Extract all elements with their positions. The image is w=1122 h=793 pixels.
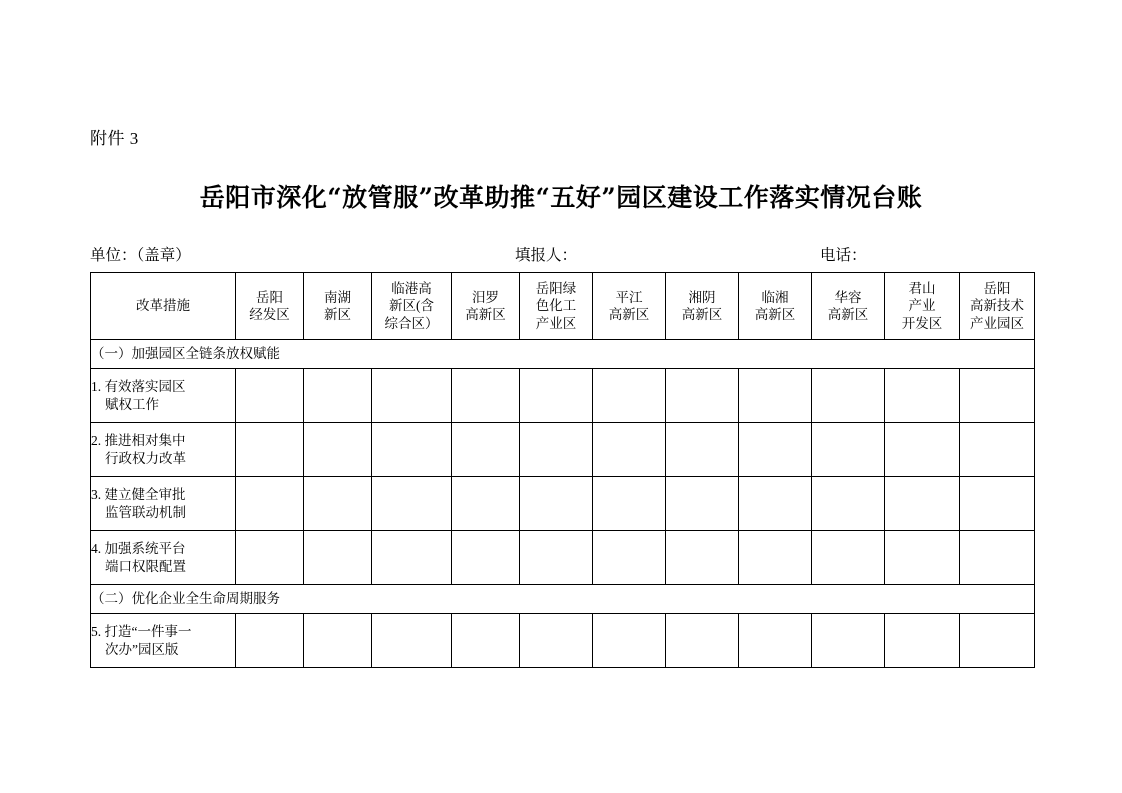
measure-line: 2. 推进相对集中 bbox=[91, 433, 186, 449]
cell-measure4-miluo-gaoxinqu[interactable] bbox=[452, 531, 520, 585]
cell-measure3-miluo-gaoxinqu[interactable] bbox=[452, 477, 520, 531]
cell-measure3-nanhu-xinqu[interactable] bbox=[304, 477, 372, 531]
col-header-line: 高新技术 bbox=[970, 298, 1024, 314]
col-header-line: 产业区 bbox=[535, 315, 577, 331]
cell-measure2-huarong-gaoxinqu[interactable] bbox=[812, 423, 885, 477]
col-header-line: 色化工 bbox=[535, 298, 577, 314]
measure-line: 行政权力改革 bbox=[105, 450, 186, 466]
ledger-table bbox=[90, 272, 1035, 668]
cell-measure1-junshan-chanye-kaifaqu[interactable] bbox=[885, 369, 960, 423]
cell-measure2-nanhu-xinqu[interactable] bbox=[304, 423, 372, 477]
measure-line: 次办”园区版 bbox=[105, 641, 179, 657]
col-header-line: 综合区） bbox=[384, 315, 439, 331]
cell-measure5-nanhu-xinqu[interactable] bbox=[304, 614, 372, 668]
col-header-line: 开发区 bbox=[901, 315, 943, 331]
col-header-miluo-gaoxinqu bbox=[452, 273, 520, 340]
cell-measure4-yueyang-jingkaiqu[interactable] bbox=[236, 531, 304, 585]
cell-measure1-huarong-gaoxinqu[interactable] bbox=[812, 369, 885, 423]
col-header-huarong-gaoxinqu bbox=[812, 273, 885, 340]
cell-measure5-yueyang-gaoxin-jishu[interactable] bbox=[960, 614, 1035, 668]
cell-measure4-yueyang-lvse-huagong[interactable] bbox=[520, 531, 593, 585]
col-header-pingjiang-gaoxinqu bbox=[593, 273, 666, 340]
cell-measure5-pingjiang-gaoxinqu[interactable] bbox=[593, 614, 666, 668]
col-header-line: 南湖 bbox=[324, 289, 351, 305]
cell-measure2-yueyang-lvse-huagong[interactable] bbox=[520, 423, 593, 477]
cell-measure2-pingjiang-gaoxinqu[interactable] bbox=[593, 423, 666, 477]
cell-measure5-lingang-gaoxinqu[interactable] bbox=[372, 614, 452, 668]
col-header-nanhu-xinqu bbox=[304, 273, 372, 340]
meta-reporter-label: 填报人： bbox=[515, 247, 578, 264]
col-header-line: 岳阳 bbox=[256, 289, 283, 305]
cell-measure5-miluo-gaoxinqu[interactable] bbox=[452, 614, 520, 668]
cell-measure3-linxiang-gaoxinqu[interactable] bbox=[739, 477, 812, 531]
cell-measure1-xiangyin-gaoxinqu[interactable] bbox=[666, 369, 739, 423]
col-header-linxiang-gaoxinqu bbox=[739, 273, 812, 340]
cell-measure2-yueyang-gaoxin-jishu[interactable] bbox=[960, 423, 1035, 477]
cell-measure4-nanhu-xinqu[interactable] bbox=[304, 531, 372, 585]
col-header-line: 岳阳绿 bbox=[535, 281, 577, 297]
measure-line: 监管联动机制 bbox=[105, 504, 186, 520]
col-header-yueyang-lvse-huagong bbox=[520, 273, 593, 340]
page-title: 岳阳市深化“放管服”改革助推“五好”园区建设工作落实情况台账 bbox=[199, 183, 923, 212]
col-header-lingang-gaoxinqu bbox=[372, 273, 452, 340]
col-header-junshan-chanye-kaifaqu bbox=[885, 273, 960, 340]
table-row bbox=[91, 531, 1035, 585]
cell-measure4-linxiang-gaoxinqu[interactable] bbox=[739, 531, 812, 585]
cell-measure4-xiangyin-gaoxinqu[interactable] bbox=[666, 531, 739, 585]
col-header-line: 改革措施 bbox=[136, 298, 190, 314]
col-header-line: 临港高 bbox=[391, 281, 432, 297]
col-header-line: 平江 bbox=[615, 289, 643, 305]
cell-measure4-pingjiang-gaoxinqu[interactable] bbox=[593, 531, 666, 585]
col-header-line: 产业园区 bbox=[970, 315, 1024, 331]
col-header-measure bbox=[91, 273, 236, 340]
meta-unit-label: 单位：（盖章） bbox=[90, 247, 191, 264]
cell-measure1-nanhu-xinqu[interactable] bbox=[304, 369, 372, 423]
measure-line: 4. 加强系统平台 bbox=[91, 541, 186, 557]
cell-measure3-xiangyin-gaoxinqu[interactable] bbox=[666, 477, 739, 531]
cell-measure5-junshan-chanye-kaifaqu[interactable] bbox=[885, 614, 960, 668]
cell-measure2-junshan-chanye-kaifaqu[interactable] bbox=[885, 423, 960, 477]
col-header-line: 高新区 bbox=[681, 307, 723, 322]
col-header-line: 新区(含 bbox=[389, 298, 434, 314]
measure-line: 赋权工作 bbox=[105, 396, 159, 412]
cell-measure2-lingang-gaoxinqu[interactable] bbox=[372, 423, 452, 477]
cell-measure4-junshan-chanye-kaifaqu[interactable] bbox=[885, 531, 960, 585]
cell-measure5-huarong-gaoxinqu[interactable] bbox=[812, 614, 885, 668]
col-header-line: 汨罗 bbox=[472, 289, 499, 305]
cell-measure2-xiangyin-gaoxinqu[interactable] bbox=[666, 423, 739, 477]
cell-measure1-miluo-gaoxinqu[interactable] bbox=[452, 369, 520, 423]
measure-line: 端口权限配置 bbox=[105, 558, 186, 574]
col-header-line: 产业 bbox=[908, 298, 936, 314]
col-header-yueyang-jingkaiqu bbox=[236, 273, 304, 340]
col-header-xiangyin-gaoxinqu bbox=[666, 273, 739, 340]
measure-label-2 bbox=[91, 423, 236, 477]
cell-measure1-yueyang-jingkaiqu[interactable] bbox=[236, 369, 304, 423]
measure-label-5 bbox=[91, 614, 236, 668]
col-header-line: 高新区 bbox=[754, 307, 796, 322]
measure-line: 3. 建立健全审批 bbox=[91, 487, 186, 503]
cell-measure1-yueyang-lvse-huagong[interactable] bbox=[520, 369, 593, 423]
cell-measure1-linxiang-gaoxinqu[interactable] bbox=[739, 369, 812, 423]
measure-label-1 bbox=[91, 369, 236, 423]
table-row bbox=[91, 477, 1035, 531]
cell-measure2-linxiang-gaoxinqu[interactable] bbox=[739, 423, 812, 477]
cell-measure2-miluo-gaoxinqu[interactable] bbox=[452, 423, 520, 477]
cell-measure1-yueyang-gaoxin-jishu[interactable] bbox=[960, 369, 1035, 423]
cell-measure5-yueyang-jingkaiqu[interactable] bbox=[236, 614, 304, 668]
cell-measure3-huarong-gaoxinqu[interactable] bbox=[812, 477, 885, 531]
table-row bbox=[91, 423, 1035, 477]
col-header-line: 高新区 bbox=[465, 307, 506, 322]
cell-measure5-yueyang-lvse-huagong[interactable] bbox=[520, 614, 593, 668]
cell-measure4-lingang-gaoxinqu[interactable] bbox=[372, 531, 452, 585]
cell-measure5-linxiang-gaoxinqu[interactable] bbox=[739, 614, 812, 668]
cell-measure1-pingjiang-gaoxinqu[interactable] bbox=[593, 369, 666, 423]
cell-measure1-lingang-gaoxinqu[interactable] bbox=[372, 369, 452, 423]
cell-measure4-huarong-gaoxinqu[interactable] bbox=[812, 531, 885, 585]
cell-measure2-yueyang-jingkaiqu[interactable] bbox=[236, 423, 304, 477]
col-header-line: 华容 bbox=[834, 289, 862, 305]
cell-measure5-xiangyin-gaoxinqu[interactable] bbox=[666, 614, 739, 668]
cell-measure3-junshan-chanye-kaifaqu[interactable] bbox=[885, 477, 960, 531]
col-header-line: 岳阳 bbox=[983, 281, 1011, 297]
table-row-section-one bbox=[91, 340, 1035, 369]
col-header-line: 临湘 bbox=[761, 289, 789, 305]
table-header-row bbox=[91, 273, 1035, 340]
col-header-line: 高新区 bbox=[827, 307, 869, 322]
measure-line: 1. 有效落实园区 bbox=[91, 379, 186, 395]
table-row bbox=[91, 614, 1035, 668]
cell-measure4-yueyang-gaoxin-jishu[interactable] bbox=[960, 531, 1035, 585]
cell-measure3-yueyang-lvse-huagong[interactable] bbox=[520, 477, 593, 531]
table-row-section-two bbox=[91, 585, 1035, 614]
measure-line: 5. 打造“一件事一 bbox=[91, 624, 192, 640]
col-header-line: 高新区 bbox=[608, 307, 650, 322]
section-header-two: （二）优化企业全生命周期服务 bbox=[91, 585, 1035, 614]
section-header-one: （一）加强园区全链条放权赋能 bbox=[91, 340, 1035, 369]
cell-measure3-yueyang-jingkaiqu[interactable] bbox=[236, 477, 304, 531]
col-header-line: 湘阴 bbox=[688, 289, 716, 305]
col-header-line: 君山 bbox=[908, 281, 936, 297]
measure-label-3 bbox=[91, 477, 236, 531]
attachment-label: 附件 3 bbox=[90, 129, 139, 148]
table-row bbox=[91, 369, 1035, 423]
cell-measure3-pingjiang-gaoxinqu[interactable] bbox=[593, 477, 666, 531]
measure-label-4 bbox=[91, 531, 236, 585]
col-header-yueyang-gaoxin-jishu bbox=[960, 273, 1035, 340]
cell-measure3-yueyang-gaoxin-jishu[interactable] bbox=[960, 477, 1035, 531]
col-header-line: 新区 bbox=[324, 307, 351, 322]
meta-row bbox=[90, 243, 1035, 265]
col-header-line: 经发区 bbox=[249, 307, 290, 322]
cell-measure3-lingang-gaoxinqu[interactable] bbox=[372, 477, 452, 531]
meta-phone-label: 电话： bbox=[820, 247, 867, 264]
